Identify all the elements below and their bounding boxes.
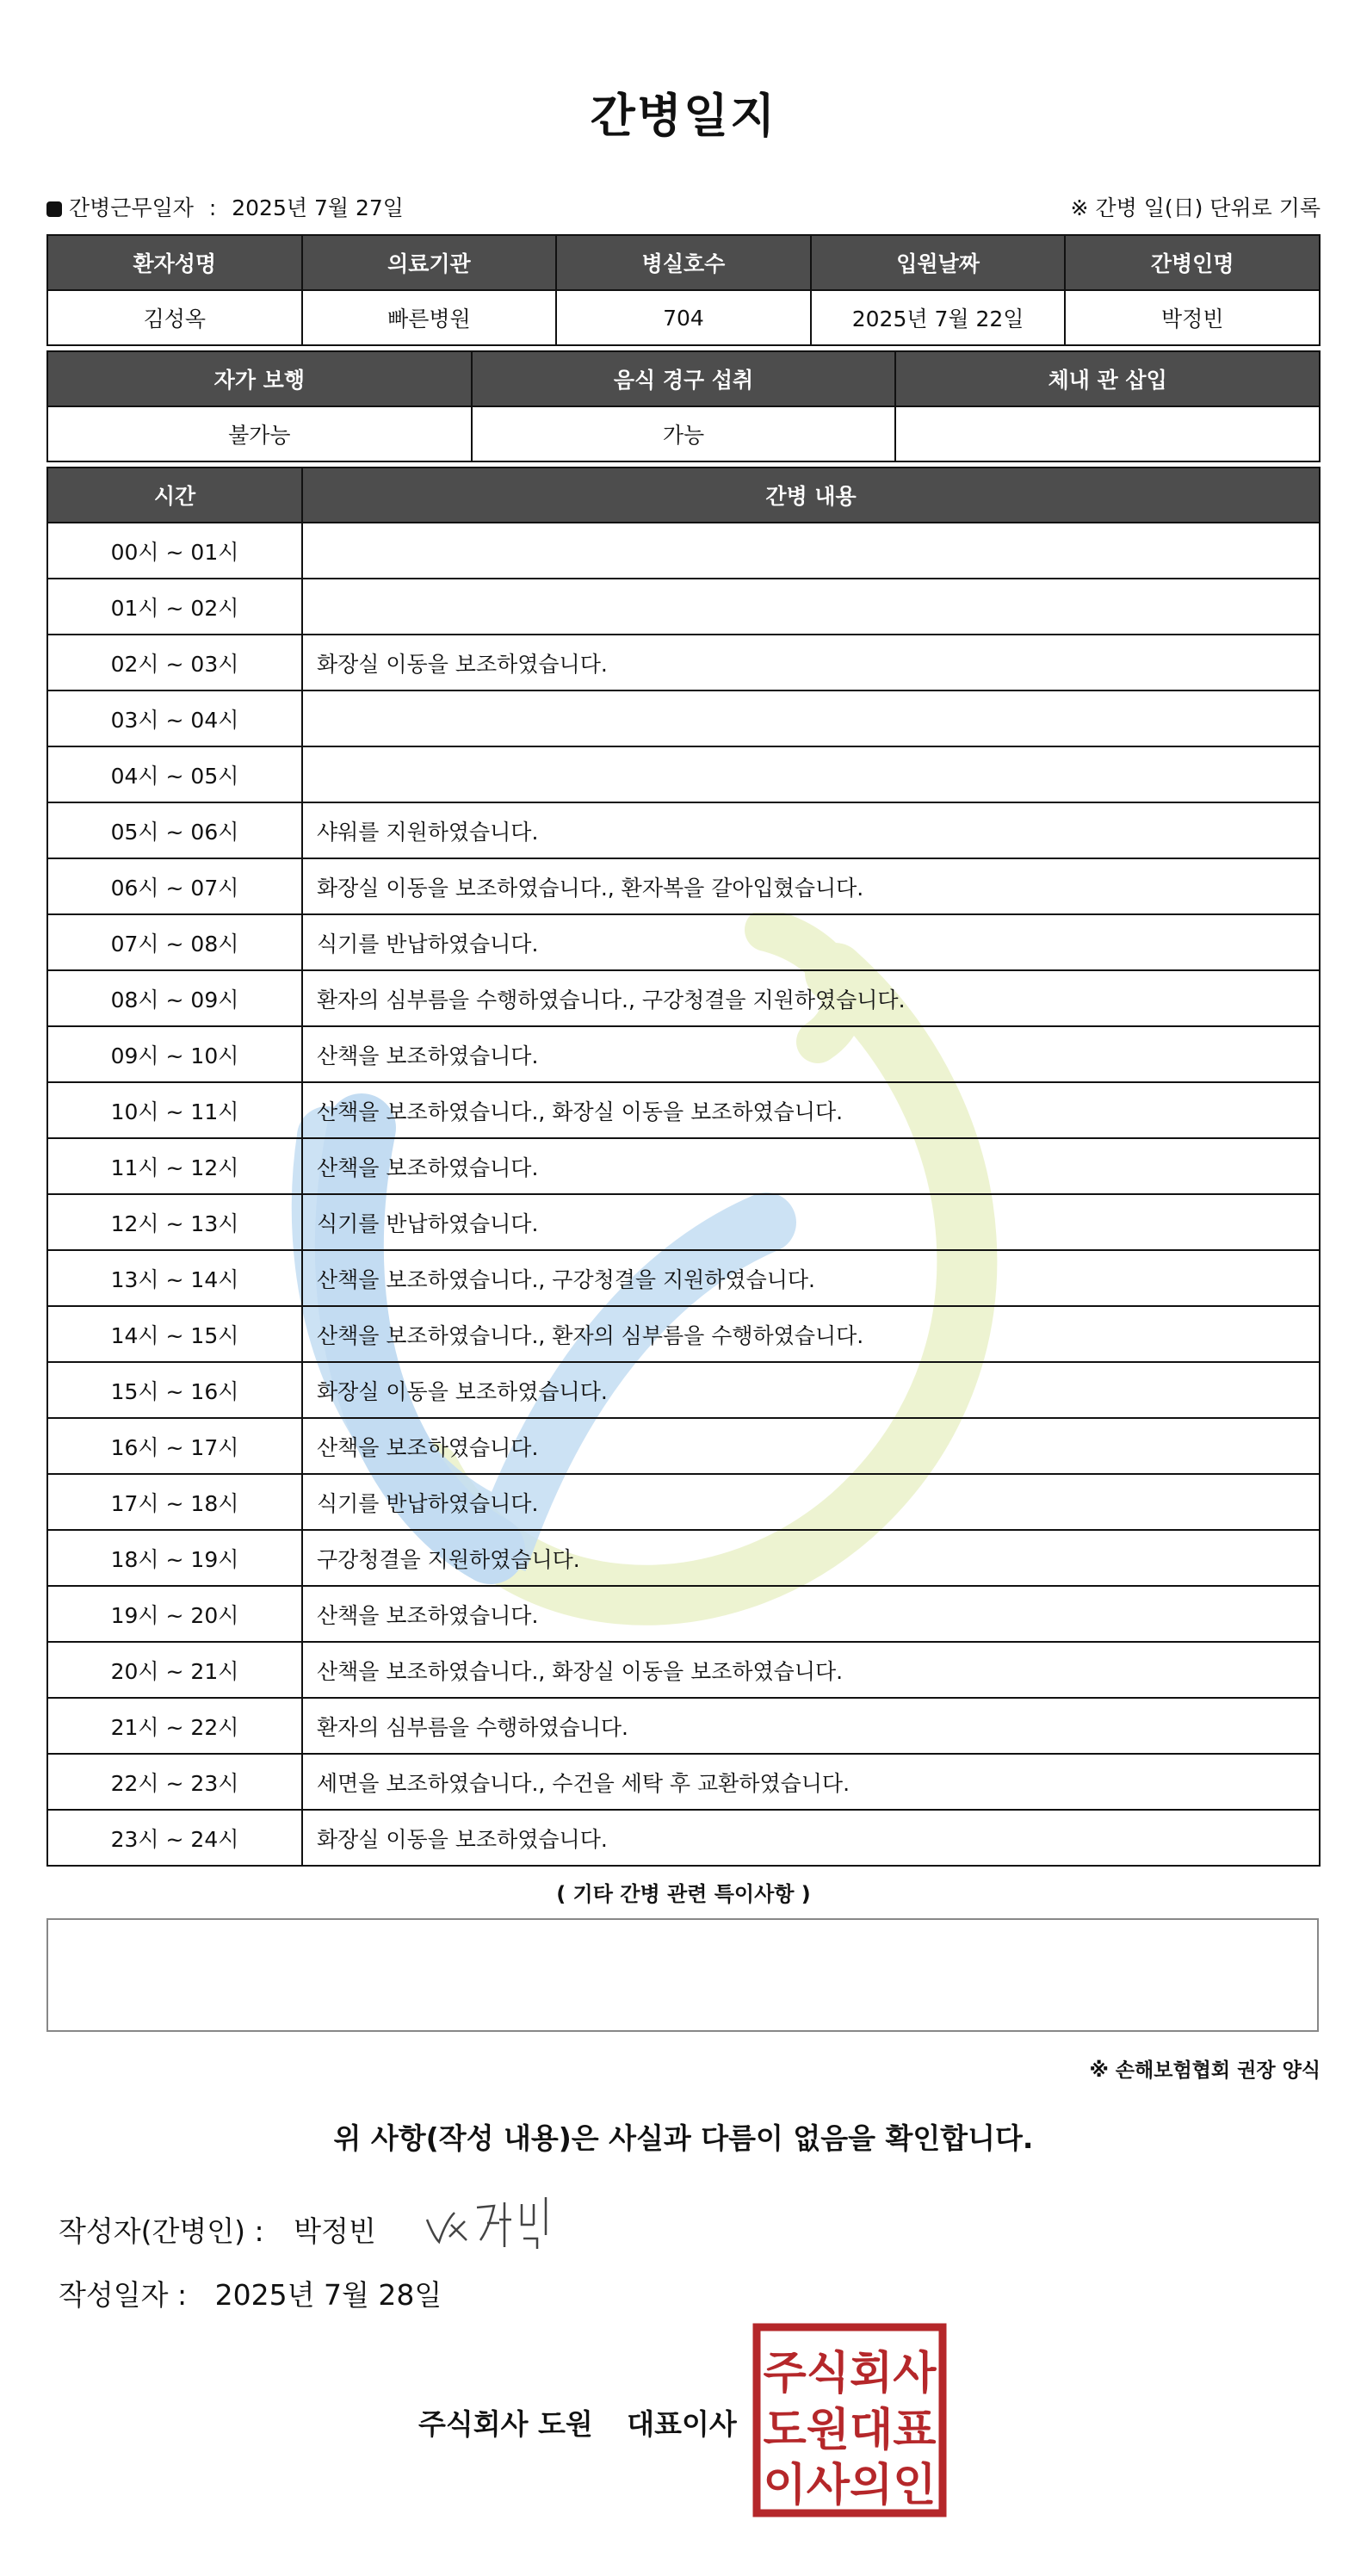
page-title: 간병일지 xyxy=(590,89,777,143)
work-date-value: 2025년 7월 27일 xyxy=(232,195,404,220)
unit-note: ※ 간병 일(日) 단위로 기록 xyxy=(1070,195,1321,220)
header-care-content: 간병 내용 xyxy=(302,468,1320,523)
patient-condition-table xyxy=(46,350,1321,462)
association-note: ※ 손해보험협회 권장 양식 xyxy=(1089,2059,1321,2082)
header-patient-name: 환자성명 xyxy=(47,235,302,290)
row-time: 12시 ~ 13시 xyxy=(47,1194,302,1250)
header-admission-date: 입원날짜 xyxy=(811,235,1066,290)
row-time: 07시 ~ 08시 xyxy=(47,914,302,970)
row-content xyxy=(302,579,1320,635)
hospital: 빠른병원 xyxy=(302,290,557,345)
header-room: 병실호수 xyxy=(556,235,811,290)
table-row xyxy=(47,1362,1320,1418)
row-time: 23시 ~ 24시 xyxy=(47,1810,302,1866)
table-row xyxy=(47,746,1320,802)
row-content: 산책을 보조하였습니다. xyxy=(302,1026,1320,1082)
table-row xyxy=(47,1418,1320,1474)
writer-name: 박정빈 xyxy=(294,2214,376,2248)
table-row xyxy=(47,1642,1320,1698)
row-time: 04시 ~ 05시 xyxy=(47,746,302,802)
row-content: 환자의 심부름을 수행하였습니다., 구강청결을 지원하였습니다. xyxy=(302,970,1320,1026)
row-time: 09시 ~ 10시 xyxy=(47,1026,302,1082)
meta-row xyxy=(46,191,1321,222)
patient-name: 김성옥 xyxy=(47,290,302,345)
care-log-body xyxy=(47,523,1320,1866)
svg-text:도원대표: 도원대표 xyxy=(763,2405,937,2456)
table-row xyxy=(47,579,1320,635)
row-time: 00시 ~ 01시 xyxy=(47,523,302,579)
row-time: 17시 ~ 18시 xyxy=(47,1474,302,1530)
remarks-title: ( 기타 간병 관련 특이사항 ) xyxy=(556,1882,811,1906)
room-number: 704 xyxy=(556,290,811,345)
patient-info-table xyxy=(46,234,1321,346)
oral-intake-value: 가능 xyxy=(472,406,896,461)
bullet-icon xyxy=(46,201,62,217)
company-row xyxy=(418,2402,737,2443)
row-content xyxy=(302,690,1320,746)
table-row xyxy=(47,1698,1320,1754)
table-row xyxy=(47,1474,1320,1530)
row-content: 식기를 반납하였습니다. xyxy=(302,914,1320,970)
row-content: 산책을 보조하였습니다., 화장실 이동을 보조하였습니다. xyxy=(302,1082,1320,1138)
row-time: 06시 ~ 07시 xyxy=(47,858,302,914)
care-log-table xyxy=(46,467,1321,1867)
header-hospital: 의료기관 xyxy=(302,235,557,290)
writer-row xyxy=(59,2209,376,2250)
row-time: 14시 ~ 15시 xyxy=(47,1306,302,1362)
written-date-value: 2025년 7월 28일 xyxy=(214,2278,442,2312)
table-row xyxy=(47,690,1320,746)
company-title: 대표이사 xyxy=(627,2407,737,2441)
company-seal-stamp xyxy=(752,2323,947,2517)
row-time: 08시 ~ 09시 xyxy=(47,970,302,1026)
table-row xyxy=(47,1138,1320,1194)
row-content: 식기를 반납하였습니다. xyxy=(302,1474,1320,1530)
row-time: 10시 ~ 11시 xyxy=(47,1082,302,1138)
row-content: 환자의 심부름을 수행하였습니다. xyxy=(302,1698,1320,1754)
work-date xyxy=(46,191,404,222)
table-row xyxy=(47,1026,1320,1082)
row-time: 19시 ~ 20시 xyxy=(47,1586,302,1642)
row-content: 산책을 보조하였습니다., 화장실 이동을 보조하였습니다. xyxy=(302,1642,1320,1698)
header-caregiver: 간병인명 xyxy=(1065,235,1320,290)
written-date-label: 작성일자 : xyxy=(59,2278,188,2312)
row-content: 화장실 이동을 보조하였습니다. xyxy=(302,1810,1320,1866)
writer-label: 작성자(간병인) : xyxy=(59,2214,264,2248)
table-row xyxy=(47,1586,1320,1642)
table-row xyxy=(47,914,1320,970)
table-row xyxy=(47,523,1320,579)
table-row xyxy=(47,1082,1320,1138)
row-content xyxy=(302,746,1320,802)
work-date-separator: : xyxy=(208,195,217,220)
row-content: 산책을 보조하였습니다., 환자의 심부름을 수행하였습니다. xyxy=(302,1306,1320,1362)
row-content: 산책을 보조하였습니다. xyxy=(302,1418,1320,1474)
header-time: 시간 xyxy=(47,468,302,523)
row-time: 01시 ~ 02시 xyxy=(47,579,302,635)
row-time: 15시 ~ 16시 xyxy=(47,1362,302,1418)
row-content: 식기를 반납하였습니다. xyxy=(302,1194,1320,1250)
row-time: 18시 ~ 19시 xyxy=(47,1530,302,1586)
row-content: 화장실 이동을 보조하였습니다. xyxy=(302,1362,1320,1418)
row-time: 21시 ~ 22시 xyxy=(47,1698,302,1754)
header-oral-intake: 음식 경구 섭취 xyxy=(472,351,896,406)
walking-value: 불가능 xyxy=(47,406,472,461)
row-time: 20시 ~ 21시 xyxy=(47,1642,302,1698)
remarks-box xyxy=(46,1918,1319,2032)
caregiver-name: 박정빈 xyxy=(1065,290,1320,345)
table-row xyxy=(47,635,1320,690)
table-row xyxy=(47,1250,1320,1306)
row-content: 산책을 보조하였습니다. xyxy=(302,1138,1320,1194)
table-row xyxy=(47,1810,1320,1866)
row-content: 샤워를 지원하였습니다. xyxy=(302,802,1320,858)
table-row xyxy=(47,858,1320,914)
row-content: 산책을 보조하였습니다. xyxy=(302,1586,1320,1642)
row-content: 세면을 보조하였습니다., 수건을 세탁 후 교환하였습니다. xyxy=(302,1754,1320,1810)
svg-text:주식회사: 주식회사 xyxy=(763,2348,937,2400)
row-content: 화장실 이동을 보조하였습니다., 환자복을 갈아입혔습니다. xyxy=(302,858,1320,914)
row-content xyxy=(302,523,1320,579)
row-time: 03시 ~ 04시 xyxy=(47,690,302,746)
table-row xyxy=(47,1530,1320,1586)
table-row xyxy=(47,802,1320,858)
admission-date: 2025년 7월 22일 xyxy=(811,290,1066,345)
table-row xyxy=(47,970,1320,1026)
table-row xyxy=(47,1306,1320,1362)
written-date-row xyxy=(59,2273,442,2313)
table-row xyxy=(47,1754,1320,1810)
row-content: 구강청결을 지원하였습니다. xyxy=(302,1530,1320,1586)
row-time: 11시 ~ 12시 xyxy=(47,1138,302,1194)
handwritten-signature xyxy=(420,2187,558,2256)
confirmation-text: 위 사항(작성 내용)은 사실과 다름이 없음을 확인합니다. xyxy=(333,2121,1034,2155)
header-tube: 체내 관 삽입 xyxy=(895,351,1320,406)
company-name: 주식회사 도원 xyxy=(418,2407,593,2441)
row-content: 화장실 이동을 보조하였습니다. xyxy=(302,635,1320,690)
row-time: 02시 ~ 03시 xyxy=(47,635,302,690)
header-walking: 자가 보행 xyxy=(47,351,472,406)
work-date-label: 간병근무일자 xyxy=(69,195,194,220)
svg-text:이사의인: 이사의인 xyxy=(763,2460,937,2511)
row-time: 22시 ~ 23시 xyxy=(47,1754,302,1810)
table-row xyxy=(47,1194,1320,1250)
row-time: 05시 ~ 06시 xyxy=(47,802,302,858)
row-time: 16시 ~ 17시 xyxy=(47,1418,302,1474)
tube-value xyxy=(895,406,1320,461)
row-content: 산책을 보조하였습니다., 구강청결을 지원하였습니다. xyxy=(302,1250,1320,1306)
row-time: 13시 ~ 14시 xyxy=(47,1250,302,1306)
